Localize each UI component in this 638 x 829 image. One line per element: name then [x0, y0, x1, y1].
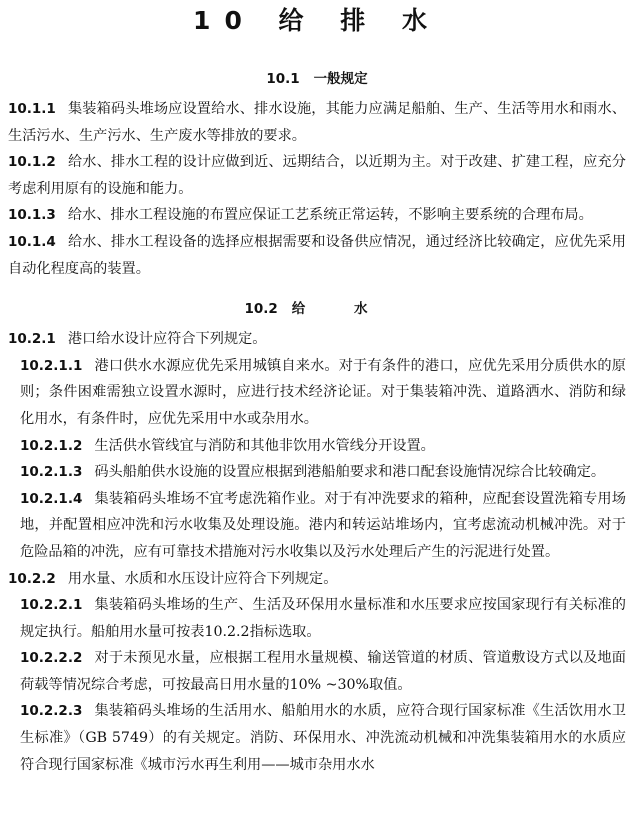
clause-number: 10.2.2.2 [20, 650, 83, 667]
clause-number: 10.2.1.1 [20, 357, 83, 374]
section-heading-10-1 [8, 62, 626, 96]
chapter-title: 10 给 排 水 [193, 6, 441, 35]
clause-number: 10.2.2.1 [20, 597, 83, 614]
section-heading-10-2 [8, 292, 626, 326]
clause-number: 10.2.1.2 [20, 437, 83, 454]
clause-number: 10.1.2 [8, 154, 56, 171]
clause-number: 10.2.1.4 [20, 490, 83, 507]
clause-number: 10.2.1 [8, 331, 56, 348]
clause-10-1-3 [8, 202, 626, 229]
clause-10-2-2-1 [8, 592, 626, 645]
section-number: 10.2 [244, 301, 278, 318]
clause-text: 码头船舶供水设施的设置应根据到港船舶要求和港口配套设施情况综合比较确定。 [94, 464, 606, 481]
clause-10-1-1 [8, 96, 626, 149]
clause-number: 10.2.1.3 [20, 464, 83, 481]
clause-text: 集装箱码头堆场的生活用水、船舶用水的水质，应符合现行国家标准《生活饮用水卫生标准》（GB 5749）的有关规定。消防、环保用水、冲洗流动机械和冲洗集装箱用水的水质应符合现行国家标准《城市污水再生利用——城市杂用水水 [20, 703, 626, 773]
clause-10-2-2-2 [8, 645, 626, 698]
clause-number: 10.1.3 [8, 207, 56, 224]
clause-text: 用水量、水质和水压设计应符合下列规定。 [67, 570, 338, 587]
clause-text: 港口给水设计应符合下列规定。 [67, 331, 267, 348]
section-title: 一般规定 [313, 71, 368, 87]
section-title: 给 水 [291, 301, 390, 318]
clause-10-1-2 [8, 149, 626, 202]
clause-10-2-1 [8, 326, 626, 353]
clause-10-2-2-3 [8, 698, 626, 778]
clause-text: 给水、排水工程设施的布置应保证工艺系统正常运转，不影响主要系统的合理布局。 [67, 207, 593, 224]
clause-text: 集装箱码头堆场的生产、生活及环保用水量标准和水压要求应按国家现行有关标准的规定执行。船舶用水量可按表10.2.2指标选取。 [20, 597, 626, 640]
clause-10-2-1-4 [8, 486, 626, 566]
clause-10-2-1-1 [8, 353, 626, 433]
clause-10-2-1-3 [8, 459, 626, 486]
clause-number: 10.2.2 [8, 570, 56, 587]
clause-text: 港口供水水源应优先采用城镇自来水。对于有条件的港口，应优先采用分质供水的原则；条件困难需独立设置水源时，应进行技术经济论证。对于集装箱冲洗、道路洒水、消防和绿化用水，有条件时，应优先采用中水或杂用水。 [20, 357, 626, 427]
clause-text: 给水、排水工程的设计应做到近、远期结合，以近期为主。对于改建、扩建工程，应充分考虑利用原有的设施和能力。 [8, 154, 626, 197]
clause-text: 集装箱码头堆场应设置给水、排水设施，其能力应满足船舶、生产、生活等用水和雨水、生活污水、生产污水、生产废水等排放的要求。 [8, 101, 626, 144]
clause-number: 10.2.2.3 [20, 703, 83, 720]
clause-10-2-2 [8, 566, 626, 593]
clause-number: 10.1.1 [8, 101, 56, 117]
clause-10-2-1-2 [8, 433, 626, 460]
clause-number: 10.1.4 [8, 233, 56, 250]
section-number: 10.1 [266, 71, 300, 87]
clause-text: 集装箱码头堆场不宜考虑洗箱作业。对于有冲洗要求的箱种，应配套设置洗箱专用场地，并配置相应冲洗和污水收集及处理设施。港内和转运站堆场内，宜考虑流动机械冲洗。对于危险品箱的冲洗，应有可靠技术措施对污水收集以及污水处理后产生的污泥进行处置。 [20, 490, 626, 560]
clause-10-1-4 [8, 229, 626, 282]
clause-text: 给水、排水工程设备的选择应根据需要和设备供应情况，通过经济比较确定，应优先采用自动化程度高的装置。 [8, 233, 626, 277]
clause-text: 生活供水管线宜与消防和其他非饮用水管线分开设置。 [94, 437, 435, 454]
clause-text: 对于未预见水量，应根据工程用水量规模、输送管道的材质、管道敷设方式以及地面荷载等情况综合考虑，可按最高日用水量的10% ~30%取值。 [20, 650, 626, 693]
